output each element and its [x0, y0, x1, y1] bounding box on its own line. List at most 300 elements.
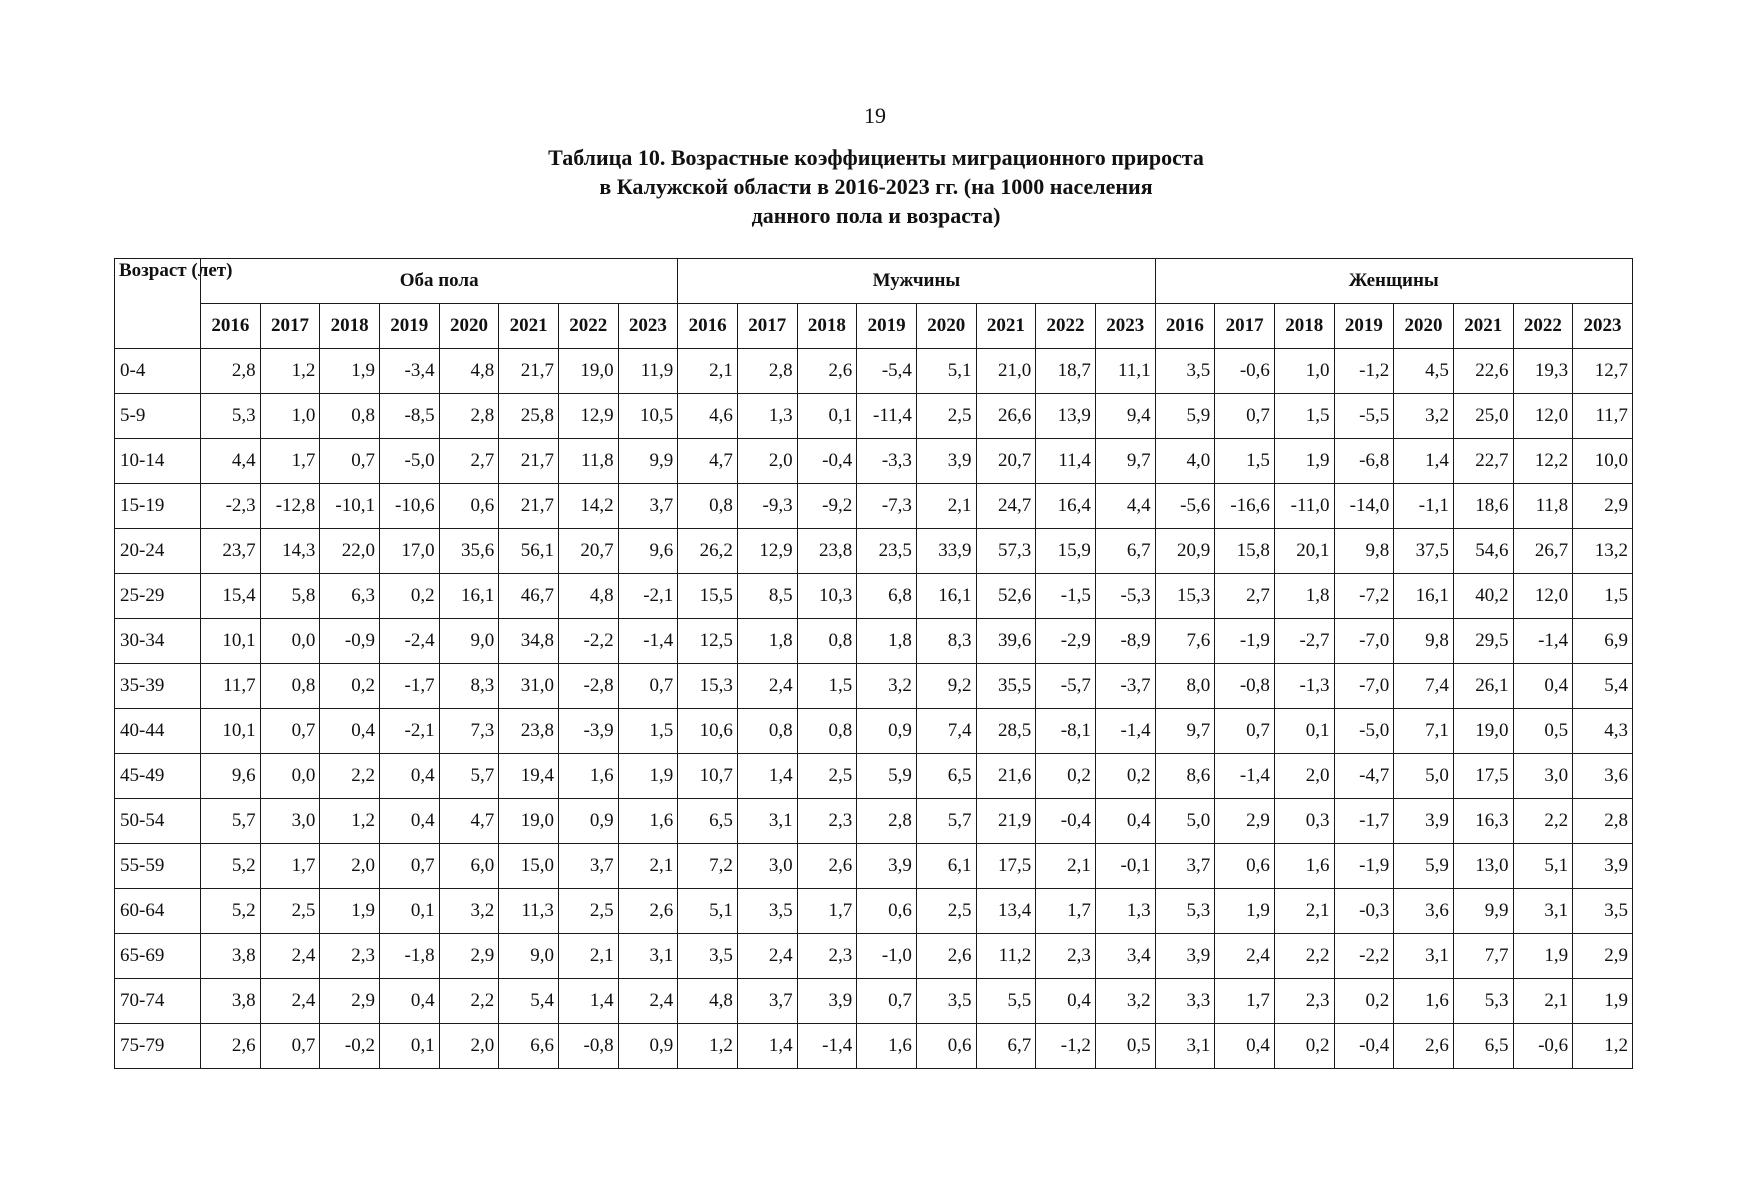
value-cell: 3,3	[1155, 979, 1215, 1024]
value-cell: 2,4	[260, 979, 320, 1024]
value-cell: 12,5	[678, 619, 738, 664]
value-cell: -5,0	[379, 439, 439, 484]
value-cell: 21,7	[499, 439, 559, 484]
value-cell: -1,1	[1394, 484, 1454, 529]
value-cell: 1,4	[737, 754, 797, 799]
value-cell: 23,8	[797, 529, 857, 574]
value-cell: -12,8	[260, 484, 320, 529]
age-group-cell: 15-19	[115, 484, 201, 529]
value-cell: 19,0	[499, 799, 559, 844]
value-cell: 0,8	[737, 709, 797, 754]
value-cell: 25,0	[1453, 394, 1513, 439]
age-group-cell: 75-79	[115, 1024, 201, 1069]
value-cell: -7,3	[857, 484, 917, 529]
value-cell: 52,6	[976, 574, 1036, 619]
value-cell: 0,6	[439, 484, 499, 529]
value-cell: 15,4	[201, 574, 261, 619]
value-cell: 21,9	[976, 799, 1036, 844]
value-cell: -1,4	[797, 1024, 857, 1069]
value-cell: 1,7	[1036, 889, 1096, 934]
value-cell: 1,2	[678, 1024, 738, 1069]
value-cell: 16,1	[916, 574, 976, 619]
value-cell: 5,9	[1394, 844, 1454, 889]
value-cell: 26,7	[1513, 529, 1573, 574]
value-cell: 2,9	[1573, 484, 1633, 529]
age-group-cell: 35-39	[115, 664, 201, 709]
value-cell: -0,4	[1036, 799, 1096, 844]
value-cell: 6,5	[678, 799, 738, 844]
value-cell: 7,4	[1394, 664, 1454, 709]
value-cell: 1,9	[1573, 979, 1633, 1024]
value-cell: -3,3	[857, 439, 917, 484]
value-cell: 5,9	[857, 754, 917, 799]
value-cell: 11,7	[1573, 394, 1633, 439]
value-cell: 22,7	[1453, 439, 1513, 484]
value-cell: 2,9	[1215, 799, 1275, 844]
value-cell: -2,7	[1274, 619, 1334, 664]
value-cell: -1,4	[1513, 619, 1573, 664]
value-cell: 0,2	[1334, 979, 1394, 1024]
value-cell: 2,0	[439, 1024, 499, 1069]
value-cell: -3,7	[1095, 664, 1155, 709]
value-cell: 40,2	[1453, 574, 1513, 619]
value-cell: 12,9	[737, 529, 797, 574]
value-cell: 4,7	[678, 439, 738, 484]
value-cell: 23,8	[499, 709, 559, 754]
value-cell: 2,4	[260, 934, 320, 979]
value-cell: 12,0	[1513, 574, 1573, 619]
value-cell: 3,2	[1095, 979, 1155, 1024]
value-cell: -1,2	[1036, 1024, 1096, 1069]
value-cell: -2,1	[379, 709, 439, 754]
value-cell: 9,8	[1334, 529, 1394, 574]
value-cell: 35,6	[439, 529, 499, 574]
value-cell: 0,7	[260, 709, 320, 754]
age-group-cell: 50-54	[115, 799, 201, 844]
value-cell: 9,7	[1095, 439, 1155, 484]
value-cell: 1,3	[737, 394, 797, 439]
value-cell: 3,1	[1394, 934, 1454, 979]
value-cell: 25,8	[499, 394, 559, 439]
value-cell: 0,6	[916, 1024, 976, 1069]
age-group-cell: 45-49	[115, 754, 201, 799]
value-cell: 34,8	[499, 619, 559, 664]
value-cell: 0,7	[857, 979, 917, 1024]
table-title	[0, 143, 1752, 230]
value-cell: 28,5	[976, 709, 1036, 754]
value-cell: 0,2	[320, 664, 380, 709]
value-cell: -8,5	[379, 394, 439, 439]
value-cell: 2,9	[320, 979, 380, 1024]
value-cell: -0,6	[1513, 1024, 1573, 1069]
value-cell: 0,8	[260, 664, 320, 709]
value-cell: -2,3	[201, 484, 261, 529]
value-cell: 1,2	[260, 349, 320, 394]
value-cell: 11,1	[1095, 349, 1155, 394]
value-cell: 7,3	[439, 709, 499, 754]
value-cell: 13,2	[1573, 529, 1633, 574]
value-cell: 9,0	[499, 934, 559, 979]
value-cell: 3,0	[1513, 754, 1573, 799]
year-header-women-2023: 2023	[1573, 304, 1633, 349]
value-cell: 7,7	[1453, 934, 1513, 979]
value-cell: 2,2	[1274, 934, 1334, 979]
value-cell: 0,4	[1095, 799, 1155, 844]
value-cell: 3,1	[618, 934, 678, 979]
value-cell: 17,5	[976, 844, 1036, 889]
value-cell: 5,4	[499, 979, 559, 1024]
value-cell: 14,2	[558, 484, 618, 529]
value-cell: 56,1	[499, 529, 559, 574]
value-cell: 6,5	[916, 754, 976, 799]
value-cell: 3,2	[439, 889, 499, 934]
value-cell: 6,8	[857, 574, 917, 619]
value-cell: 3,9	[857, 844, 917, 889]
year-header-men-2017: 2017	[737, 304, 797, 349]
age-column-header: Возраст (лет)	[115, 259, 201, 349]
year-header-women-2020: 2020	[1394, 304, 1454, 349]
age-group-cell: 25-29	[115, 574, 201, 619]
value-cell: 3,0	[260, 799, 320, 844]
value-cell: -7,0	[1334, 619, 1394, 664]
value-cell: -1,3	[1274, 664, 1334, 709]
value-cell: -2,1	[618, 574, 678, 619]
value-cell: 10,1	[201, 619, 261, 664]
value-cell: 37,5	[1394, 529, 1454, 574]
value-cell: -1,4	[1215, 754, 1275, 799]
value-cell: 2,1	[1036, 844, 1096, 889]
value-cell: 10,1	[201, 709, 261, 754]
value-cell: 3,7	[558, 844, 618, 889]
value-cell: 7,4	[916, 709, 976, 754]
title-line-3: данного пола и возраста)	[751, 203, 1001, 228]
value-cell: 1,2	[320, 799, 380, 844]
value-cell: 1,8	[857, 619, 917, 664]
value-cell: -3,4	[379, 349, 439, 394]
value-cell: 1,0	[1274, 349, 1334, 394]
value-cell: 17,0	[379, 529, 439, 574]
year-header-men-2018: 2018	[797, 304, 857, 349]
value-cell: 10,0	[1573, 439, 1633, 484]
value-cell: 17,5	[1453, 754, 1513, 799]
value-cell: 22,6	[1453, 349, 1513, 394]
age-group-cell: 0-4	[115, 349, 201, 394]
value-cell: 10,6	[678, 709, 738, 754]
year-header-both-2016: 2016	[201, 304, 261, 349]
value-cell: 2,3	[797, 799, 857, 844]
value-cell: 0,1	[1274, 709, 1334, 754]
value-cell: 0,1	[797, 394, 857, 439]
value-cell: 0,5	[1513, 709, 1573, 754]
value-cell: 3,1	[1155, 1024, 1215, 1069]
value-cell: 26,1	[1453, 664, 1513, 709]
value-cell: 0,8	[320, 394, 380, 439]
value-cell: 5,7	[439, 754, 499, 799]
value-cell: 20,1	[1274, 529, 1334, 574]
value-cell: 3,7	[737, 979, 797, 1024]
value-cell: -2,2	[1334, 934, 1394, 979]
age-group-cell: 10-14	[115, 439, 201, 484]
age-group-cell: 65-69	[115, 934, 201, 979]
table-row	[115, 844, 1633, 889]
value-cell: -0,1	[1095, 844, 1155, 889]
table-row	[115, 664, 1633, 709]
value-cell: 15,8	[1215, 529, 1275, 574]
value-cell: 1,4	[1394, 439, 1454, 484]
value-cell: 2,9	[1573, 934, 1633, 979]
value-cell: 0,1	[379, 889, 439, 934]
value-cell: 15,3	[1155, 574, 1215, 619]
value-cell: 3,0	[737, 844, 797, 889]
title-line-2: в Калужской области в 2016-2023 гг. (на 1000 населения	[599, 174, 1153, 199]
value-cell: -8,9	[1095, 619, 1155, 664]
value-cell: 4,3	[1573, 709, 1633, 754]
value-cell: 7,1	[1394, 709, 1454, 754]
title-line-1: Таблица 10. Возрастные коэффициенты миграционного прироста	[548, 145, 1204, 170]
value-cell: 2,1	[1274, 889, 1334, 934]
value-cell: 3,9	[1573, 844, 1633, 889]
value-cell: 2,1	[1513, 979, 1573, 1024]
value-cell: 3,7	[1155, 844, 1215, 889]
value-cell: 3,1	[1513, 889, 1573, 934]
value-cell: 1,5	[1573, 574, 1633, 619]
value-cell: 15,5	[678, 574, 738, 619]
value-cell: 1,7	[797, 889, 857, 934]
value-cell: 4,0	[1155, 439, 1215, 484]
value-cell: -0,8	[1215, 664, 1275, 709]
value-cell: 21,7	[499, 349, 559, 394]
table-row	[115, 619, 1633, 664]
value-cell: -7,2	[1334, 574, 1394, 619]
value-cell: 21,6	[976, 754, 1036, 799]
value-cell: 2,4	[1215, 934, 1275, 979]
value-cell: 4,8	[678, 979, 738, 1024]
value-cell: 19,0	[558, 349, 618, 394]
value-cell: 0,0	[260, 619, 320, 664]
value-cell: 2,7	[439, 439, 499, 484]
value-cell: 9,8	[1394, 619, 1454, 664]
value-cell: 6,1	[916, 844, 976, 889]
value-cell: 0,2	[1036, 754, 1096, 799]
value-cell: 5,9	[1155, 394, 1215, 439]
value-cell: -0,9	[320, 619, 380, 664]
value-cell: 8,6	[1155, 754, 1215, 799]
value-cell: 2,6	[618, 889, 678, 934]
value-cell: -8,1	[1036, 709, 1096, 754]
value-cell: -5,7	[1036, 664, 1096, 709]
value-cell: 0,7	[1215, 709, 1275, 754]
value-cell: 1,6	[618, 799, 678, 844]
value-cell: 6,0	[439, 844, 499, 889]
value-cell: 1,9	[1215, 889, 1275, 934]
value-cell: 2,1	[678, 349, 738, 394]
value-cell: 2,3	[1036, 934, 1096, 979]
value-cell: 1,6	[1274, 844, 1334, 889]
value-cell: 11,8	[1513, 484, 1573, 529]
age-group-cell: 20-24	[115, 529, 201, 574]
year-header-men-2019: 2019	[857, 304, 917, 349]
value-cell: 0,2	[379, 574, 439, 619]
value-cell: 21,7	[499, 484, 559, 529]
year-header-women-2019: 2019	[1334, 304, 1394, 349]
table-row	[115, 889, 1633, 934]
value-cell: 8,3	[439, 664, 499, 709]
value-cell: 1,9	[1274, 439, 1334, 484]
value-cell: 9,4	[1095, 394, 1155, 439]
year-header-both-2022: 2022	[558, 304, 618, 349]
value-cell: 0,8	[797, 619, 857, 664]
value-cell: 11,3	[499, 889, 559, 934]
value-cell: 5,1	[1513, 844, 1573, 889]
value-cell: -5,0	[1334, 709, 1394, 754]
value-cell: 2,5	[260, 889, 320, 934]
value-cell: 0,3	[1274, 799, 1334, 844]
value-cell: -10,1	[320, 484, 380, 529]
value-cell: -1,9	[1334, 844, 1394, 889]
table-row	[115, 934, 1633, 979]
value-cell: 15,9	[1036, 529, 1096, 574]
value-cell: -1,0	[857, 934, 917, 979]
value-cell: 5,3	[1453, 979, 1513, 1024]
value-cell: 3,2	[1394, 394, 1454, 439]
value-cell: -7,0	[1334, 664, 1394, 709]
value-cell: 1,6	[558, 754, 618, 799]
value-cell: 2,5	[797, 754, 857, 799]
value-cell: 3,5	[1573, 889, 1633, 934]
value-cell: 0,9	[618, 1024, 678, 1069]
value-cell: 33,9	[916, 529, 976, 574]
value-cell: 0,7	[320, 439, 380, 484]
value-cell: 3,6	[1394, 889, 1454, 934]
value-cell: 5,0	[1394, 754, 1454, 799]
value-cell: 2,8	[1573, 799, 1633, 844]
value-cell: 39,6	[976, 619, 1036, 664]
value-cell: -2,8	[558, 664, 618, 709]
value-cell: 1,9	[320, 349, 380, 394]
value-cell: 0,5	[1095, 1024, 1155, 1069]
value-cell: 1,6	[1394, 979, 1454, 1024]
value-cell: 0,4	[379, 979, 439, 1024]
value-cell: 2,1	[618, 844, 678, 889]
value-cell: 6,7	[1095, 529, 1155, 574]
value-cell: -5,6	[1155, 484, 1215, 529]
value-cell: 19,4	[499, 754, 559, 799]
value-cell: 5,4	[1573, 664, 1633, 709]
value-cell: 5,2	[201, 889, 261, 934]
value-cell: 1,7	[260, 439, 320, 484]
value-cell: -1,4	[1095, 709, 1155, 754]
value-cell: 26,2	[678, 529, 738, 574]
value-cell: 3,6	[1573, 754, 1633, 799]
value-cell: 12,2	[1513, 439, 1573, 484]
value-cell: 13,9	[1036, 394, 1096, 439]
value-cell: 1,2	[1573, 1024, 1633, 1069]
value-cell: 16,1	[439, 574, 499, 619]
value-cell: 2,8	[737, 349, 797, 394]
value-cell: 3,5	[737, 889, 797, 934]
year-header-men-2022: 2022	[1036, 304, 1096, 349]
table-row	[115, 574, 1633, 619]
value-cell: 1,8	[737, 619, 797, 664]
table-row	[115, 799, 1633, 844]
value-cell: 46,7	[499, 574, 559, 619]
page-number: 19	[864, 103, 886, 128]
value-cell: -4,7	[1334, 754, 1394, 799]
year-header-men-2020: 2020	[916, 304, 976, 349]
value-cell: 6,5	[1453, 1024, 1513, 1069]
value-cell: 3,5	[678, 934, 738, 979]
value-cell: 2,0	[1274, 754, 1334, 799]
value-cell: 15,3	[678, 664, 738, 709]
value-cell: 24,7	[976, 484, 1036, 529]
value-cell: 3,8	[201, 979, 261, 1024]
value-cell: 11,9	[618, 349, 678, 394]
value-cell: -0,8	[558, 1024, 618, 1069]
value-cell: 1,7	[260, 844, 320, 889]
value-cell: 12,0	[1513, 394, 1573, 439]
value-cell: -10,6	[379, 484, 439, 529]
value-cell: -1,4	[618, 619, 678, 664]
value-cell: 6,9	[1573, 619, 1633, 664]
value-cell: 23,5	[857, 529, 917, 574]
year-header-both-2021: 2021	[499, 304, 559, 349]
value-cell: -0,4	[797, 439, 857, 484]
value-cell: 2,5	[558, 889, 618, 934]
value-cell: 12,7	[1573, 349, 1633, 394]
value-cell: 35,5	[976, 664, 1036, 709]
value-cell: 5,1	[678, 889, 738, 934]
value-cell: 9,6	[201, 754, 261, 799]
value-cell: 0,4	[379, 754, 439, 799]
age-group-cell: 5-9	[115, 394, 201, 439]
value-cell: 54,6	[1453, 529, 1513, 574]
value-cell: 0,7	[1215, 394, 1275, 439]
value-cell: 2,2	[320, 754, 380, 799]
value-cell: -1,7	[1334, 799, 1394, 844]
value-cell: 5,7	[916, 799, 976, 844]
value-cell: 7,6	[1155, 619, 1215, 664]
value-cell: 2,5	[916, 394, 976, 439]
value-cell: -2,9	[1036, 619, 1096, 664]
value-cell: 0,6	[1215, 844, 1275, 889]
value-cell: 57,3	[976, 529, 1036, 574]
group-header-both: Оба пола	[201, 259, 678, 304]
value-cell: 0,2	[1095, 754, 1155, 799]
value-cell: 16,4	[1036, 484, 1096, 529]
value-cell: -1,7	[379, 664, 439, 709]
value-cell: 20,9	[1155, 529, 1215, 574]
value-cell: 29,5	[1453, 619, 1513, 664]
value-cell: 8,3	[916, 619, 976, 664]
value-cell: 4,5	[1394, 349, 1454, 394]
value-cell: 0,9	[558, 799, 618, 844]
value-cell: -5,3	[1095, 574, 1155, 619]
value-cell: 1,0	[260, 394, 320, 439]
year-header-women-2021: 2021	[1453, 304, 1513, 349]
value-cell: 0,4	[1215, 1024, 1275, 1069]
value-cell: 19,0	[1453, 709, 1513, 754]
value-cell: 8,5	[737, 574, 797, 619]
value-cell: 6,7	[976, 1024, 1036, 1069]
value-cell: 10,7	[678, 754, 738, 799]
age-group-cell: 70-74	[115, 979, 201, 1024]
value-cell: 9,9	[618, 439, 678, 484]
value-cell: 2,4	[618, 979, 678, 1024]
year-header-both-2017: 2017	[260, 304, 320, 349]
value-cell: 7,2	[678, 844, 738, 889]
year-header-men-2023: 2023	[1095, 304, 1155, 349]
value-cell: 11,7	[201, 664, 261, 709]
